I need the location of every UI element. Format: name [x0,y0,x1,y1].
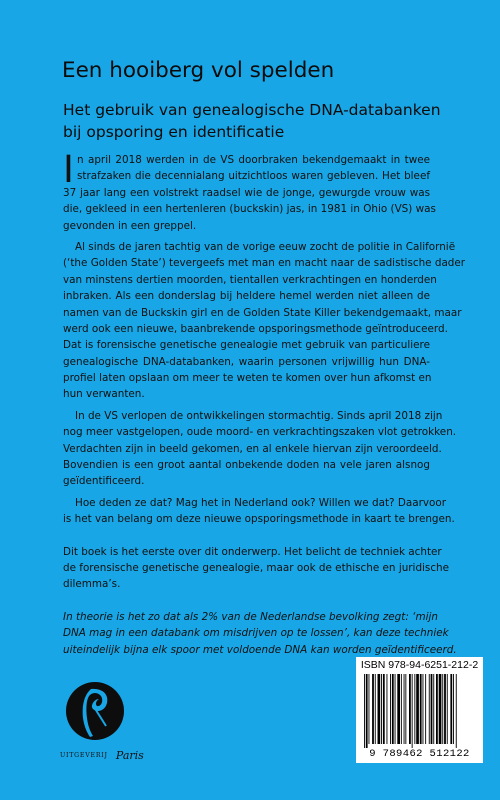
text-line: DNA mag in een databank om misdrijven op te lossen’, kan deze techniek [63,627,449,640]
text-line: Bovendien is een groot aantal onbekende doden na vele jaren alsnog [63,459,430,472]
text-line: Dit boek is het eerste over dit onderwerp. Het belicht de techniek achter [63,545,442,558]
text-line: profiel laten opslaan om meer te weten te komen over hun afkomst en [63,372,432,385]
text-line: genealogische DNA-databanken, waarin personen vrijwillig hun DNA- [63,355,430,368]
barcode-icon [362,674,480,748]
isbn-barcode-box [356,657,483,763]
subtitle-line: Het gebruik van genealogische DNA-databanken [63,101,441,119]
paragraph-questions [63,495,455,528]
text-line: Al sinds de jaren tachtig van de vorige eeuw zocht de politie in Californië [75,240,456,253]
quill-pen-circle-logo-icon [64,680,126,742]
text-line: (‘the Golden State’) tevergeefs met man en macht naar de sadistische dader [63,257,466,270]
paragraph-california [63,239,466,403]
text-line: Dat is forensische genetische genealogie met gebruik van particuliere [63,339,430,352]
text-line: de forensische genetische genealogie, maar ook de ethische en juridische [63,561,450,574]
blurb-text [63,148,466,658]
text-line: gevonden in een greppel. [63,219,197,232]
publisher-title: Paris [115,749,144,762]
text-line: strafzaken die decennialang uitzichtloos waren gebleven. Het bleef [77,170,430,183]
subtitle-line: bij opsporing en identificatie [63,123,285,141]
text-line: werd ook een nieuwe, baanbrekende opsporingsmethode geïntroduceerd. [63,322,448,335]
isbn-digits: 9 789462 512122 [369,748,470,760]
text-line: uiteindelijk bijna elk spoor met voldoende DNA kan worden geïdentificeerd. [63,643,457,656]
text-line: geïdentificeerd. [63,475,145,488]
text-line: 37 jaar lang een volstrekt raadsel wie de jonge, gewurgde vrouw was [63,186,430,199]
text-line: In de VS verlopen de ontwikkelingen stormachtig. Sinds april 2018 zijn [75,409,443,422]
text-line: dilemma’s. [63,578,121,591]
publisher-prefix: UITGEVERIJ [60,752,108,759]
text-line: hun verwanten. [63,388,145,401]
text-line: In theorie is het zo dat als 2% van de Nederlandse bevolking zegt: ‘mijn [63,610,438,623]
text-line: die, gekleed in een hertenleren (buckskin) jas, in 1981 in Ohio (VS) was [63,203,436,216]
publisher-name [60,745,144,764]
text-line: n april 2018 werden in de VS doorbraken bekendgemaakt in twee [77,154,430,166]
text-line: namen van de Buckskin girl en de Golden State Killer bekendgemaakt, maar [63,306,462,319]
paragraph-book-summary [63,544,450,593]
text-line: Verdachten zijn in beeld gekomen, en al enkele hiervan zijn veroordeeld. [63,442,442,455]
text-line: van minstens dertien moorden, tientallen verkrachtingen en honderden [63,273,437,286]
paragraph-intro [63,148,436,234]
paragraph-developments [63,408,457,490]
text-line: inbraken. Als een donderslag bij heldere hemel werden niet alleen de [63,290,430,303]
text-line: is het van belang om deze nieuwe opsporingsmethode in kaart te brengen. [63,513,455,526]
book-title: Een hooiberg vol spelden [62,58,335,83]
text-line: Hoe deden ze dat? Mag het in Nederland ook? Willen we dat? Daarvoor [75,496,446,509]
isbn-label: ISBN 978-94-6251-212-2 [360,659,479,671]
paragraph-quote [63,609,457,658]
book-subtitle [63,99,483,143]
drop-cap: I [63,148,74,191]
text-line: nog meer vastgelopen, oude moord- en verkrachtingszaken vlot getrokken. [63,426,457,439]
